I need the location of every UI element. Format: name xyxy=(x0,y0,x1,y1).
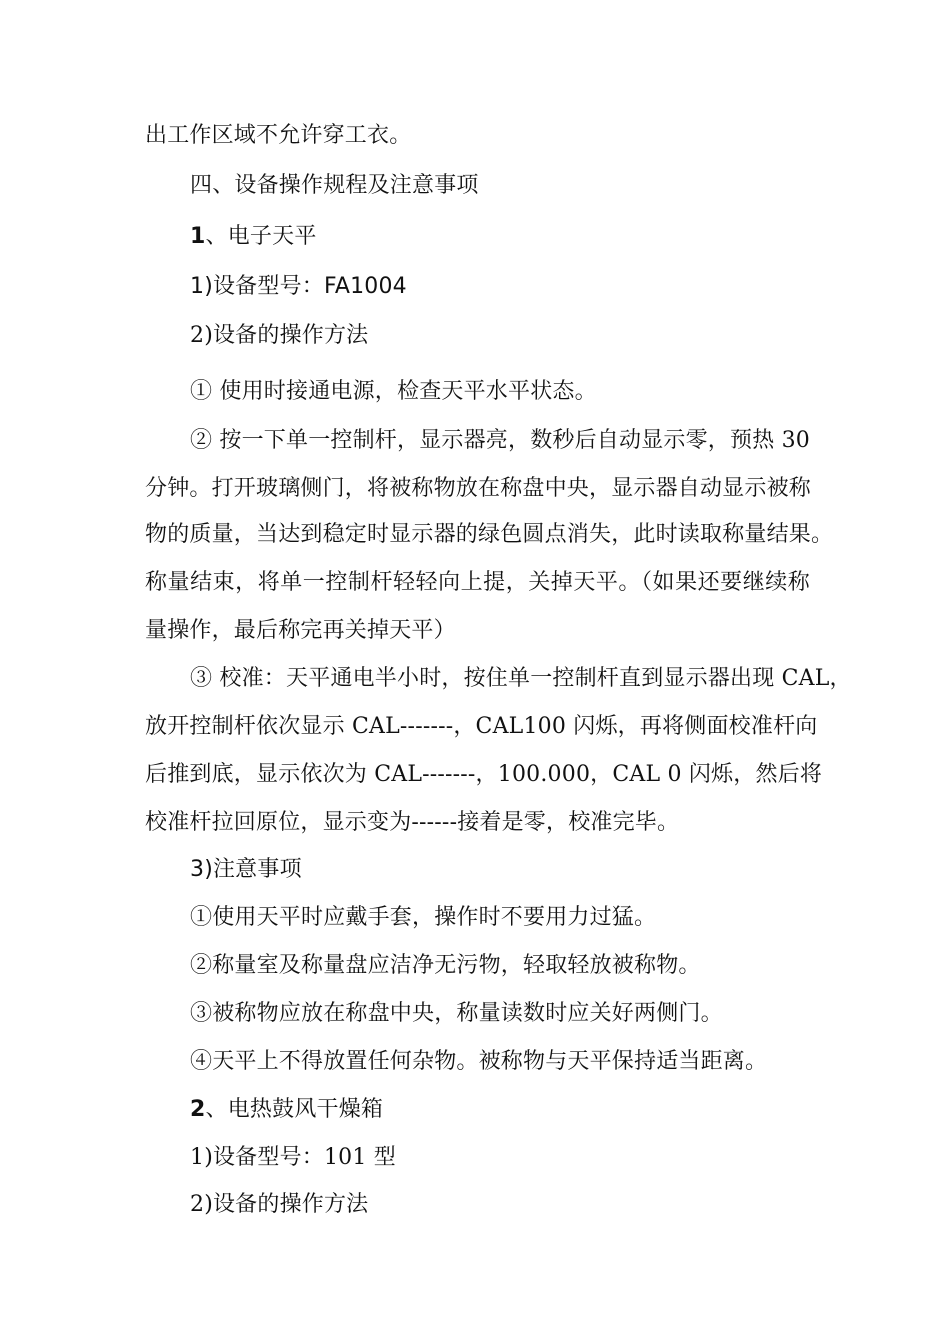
step-line: ① 使用时接通电源，检查天平水平状态。 xyxy=(190,379,597,404)
paragraph-line: 校准杆拉回原位，显示变为------接着是零，校准完毕。 xyxy=(145,810,680,835)
item-line: 1)设备型号：FA1004 xyxy=(190,274,407,299)
note-line: ④天平上不得放置任何杂物。被称物与天平保持适当距离。 xyxy=(190,1049,768,1074)
subsection-title: 、电热鼓风干燥箱 xyxy=(205,1097,384,1122)
paragraph-line: 称量结束，将单一控制杆轻轻向上提，关掉天平。（如果还要继续称 xyxy=(145,570,810,595)
note-line: ①使用天平时应戴手套，操作时不要用力过猛。 xyxy=(190,905,657,930)
subsection-title: 、电子天平 xyxy=(205,224,317,249)
subsection-heading xyxy=(190,223,810,251)
paragraph-line: 分钟。打开玻璃侧门，将被称物放在称盘中央，显示器自动显示被称 xyxy=(145,476,812,501)
paragraph-line: 量操作，最后称完再关掉天平） xyxy=(145,618,456,643)
item-line: 2)设备的操作方法 xyxy=(190,1192,369,1217)
note-line: ②称量室及称量盘应洁净无污物，轻取轻放被称物。 xyxy=(190,953,701,978)
step-line: ② 按一下单一控制杆，显示器亮，数秒后自动显示零，预热 30 xyxy=(190,428,810,453)
paragraph-line: 放开控制杆依次显示 CAL-------，CAL100 闪烁，再将侧面校准杆向 xyxy=(145,714,818,739)
paragraph-line: 出工作区域不允许穿工衣。 xyxy=(145,123,412,148)
section-heading: 四、设备操作规程及注意事项 xyxy=(190,173,479,198)
subsection-heading xyxy=(190,1096,810,1124)
note-line: ③被称物应放在称盘中央，称量读数时应关好两侧门。 xyxy=(190,1001,723,1026)
item-line: 1)设备型号：101 型 xyxy=(190,1145,396,1170)
subsection-number: 2 xyxy=(190,1097,206,1122)
step-line: ③ 校准：天平通电半小时，按住单一控制杆直到显示器出现 CAL， xyxy=(190,666,852,691)
item-line: 3)注意事项 xyxy=(190,857,302,882)
subsection-number: 1 xyxy=(190,224,206,249)
paragraph-line: 后推到底，显示依次为 CAL-------，100.000，CAL 0 闪烁，然后将 xyxy=(145,762,823,787)
paragraph-line: 物的质量，当达到稳定时显示器的绿色圆点消失，此时读取称量结果。 xyxy=(145,522,834,547)
item-line: 2)设备的操作方法 xyxy=(190,323,369,348)
